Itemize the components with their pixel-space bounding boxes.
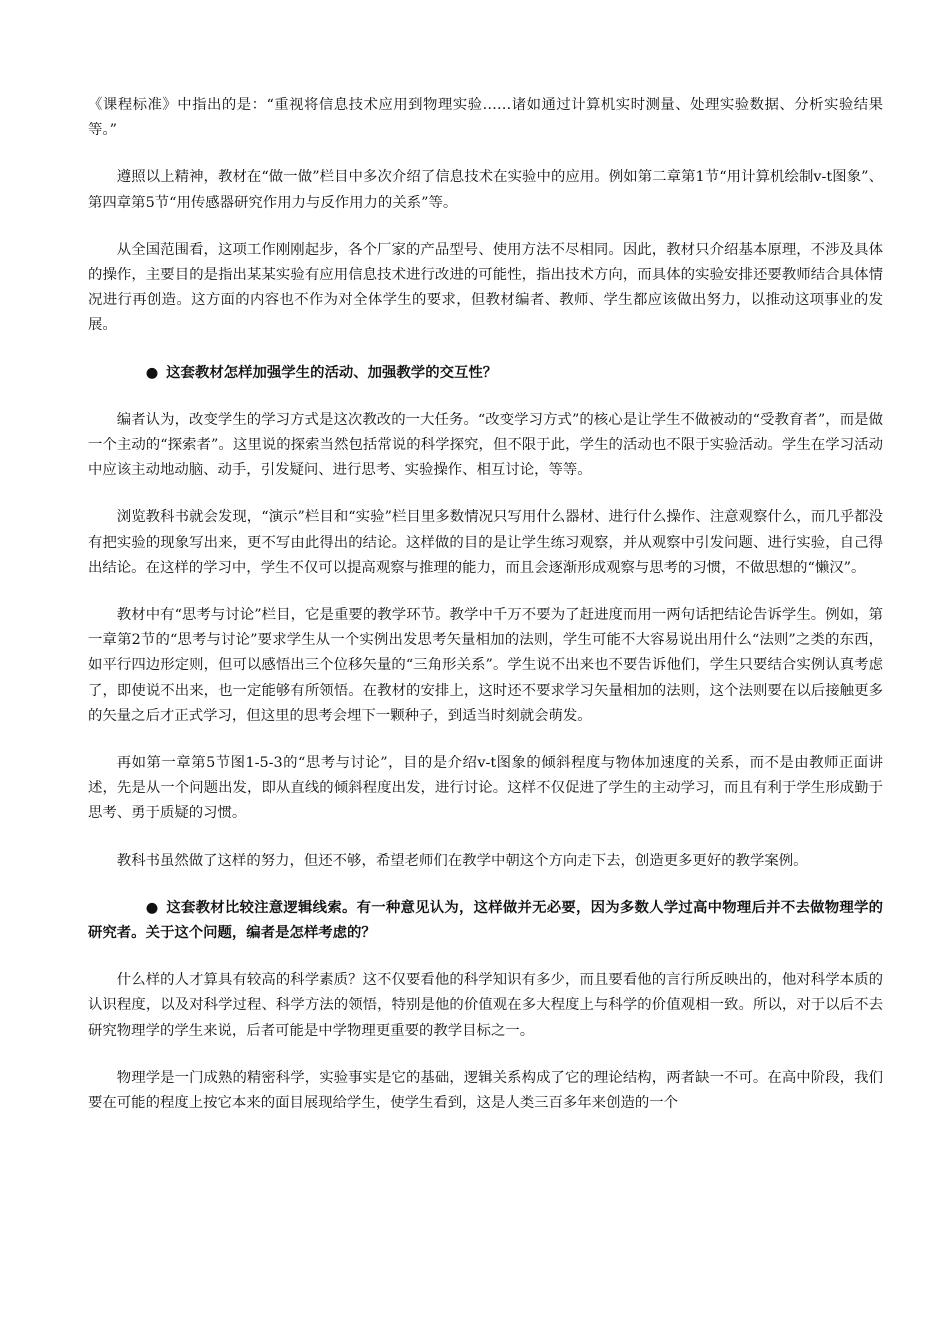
paragraph-demo-experiment-columns: 浏览教科书就会发现，“演示”栏目和“实验”栏目里多数情况只写用什么器材、进行什么操作、注意观察什么，而几乎都没有把实验的现象写出来，更不写由此得出的结论。这样做的目的是让学生练习观察，并从观察中引发问题、进行实验，自己得出结论。在这样的学习中，学生不仅可以提高观察与推理的能力，而且会逐渐形成观察与思考的习惯，不做思想的“懒汉”。: [88, 509, 883, 576]
bullet-icon: ●: [145, 364, 159, 381]
paragraph-info-tech-examples: 遵照以上精神，教材在“做一做”栏目中多次介绍了信息技术在实验中的应用。例如第二章第1节“用计算机绘制v-t图象”、第四章第5节“用传感器研究作用力与反作用力的关系”等。: [88, 169, 883, 211]
section-heading-student-activities: [88, 361, 883, 386]
section-heading-text: 这套教材比较注意逻辑线索。有一种意见认为，这样做并无必要，因为多数人学过高中物理后并不去做物理学的研究者。关于这个问题，编者是怎样考虑的？: [88, 899, 883, 942]
section-heading-text: 这套教材怎样加强学生的活动、加强教学的交互性？: [166, 364, 498, 381]
document-body: [88, 93, 883, 1138]
bullet-icon: ●: [145, 899, 159, 916]
paragraph-learning-style: 编者认为，改变学生的学习方式是这次教改的一大任务。“改变学习方式”的核心是让学生不做被动的“受教育者”，而是做一个主动的“探索者”。这里说的探索当然包括常说的科学探究，但不限于此，学生的活动也不限于实验活动。学生在学习活动中应该主动地动脑、动手，引发疑问、进行思考、实验操作、相互讨论，等等。: [88, 411, 883, 479]
paragraph-curriculum-standard-quote: 《课程标准》中指出的是：“重视将信息技术应用到物理实验……诸如通过计算机实时测量、处理实验数据、分析实验结果等。”: [88, 97, 883, 139]
paragraph-national-scope: 从全国范围看，这项工作刚刚起步，各个厂家的产品型号、使用方法不尽相同。因此，教材只介绍基本原理，不涉及具体的操作，主要目的是指出某某实验有应用信息技术进行改进的可能性，指出技术方向，而具体的实验安排还要教师结合具体情况进行再创造。这方面的内容也不作为对全体学生的要求，但教材编者、教师、学生都应该做出努力，以推动这项事业的发展。: [88, 241, 883, 334]
section-heading-logical-thread: [88, 896, 883, 946]
paragraph-scientific-literacy: 什么样的人才算具有较高的科学素质？这不仅要看他的科学知识有多少，而且要看他的言行所反映出的，他对科学本质的认识程度，以及对科学过程、科学方法的领悟，特别是他的价值观在多大程度上与科学的价值观相一致。所以，对于以后不去研究物理学的学生来说，后者可能是中学物理更重要的教学目标之一。: [88, 972, 883, 1039]
paragraph-think-and-discuss: 教材中有“思考与讨论”栏目，它是重要的教学环节。教学中千万不要为了赶进度而用一两句话把结论告诉学生。例如，第一章第2节的“思考与讨论”要求学生从一个实例出发思考矢量相加的法则，学生可能不大容易说出用什么“法则”之类的东西，如平行四边形定则，但可以感悟出三个位移矢量的“三角形关系”。学生说不出来也不要告诉他们，学生只要结合实例认真考虑了，即使说不出来，也一定能够有所领悟。在教材的安排上，这时还不要求学习矢量相加的法则，这个法则要在以后接触更多的矢量之后才正式学习，但这里的思考会埋下一颗种子，到适当时刻就会萌发。: [88, 607, 883, 724]
paragraph-teacher-encouragement: 教科书虽然做了这样的努力，但还不够，希望老师们在教学中朝这个方向走下去，创造更多更好的教学案例。: [116, 852, 808, 869]
paragraph-vt-graph-example: 再如第一章第5节图1-5-3的“思考与讨论”，目的是介绍v-t图象的倾斜程度与物体加速度的关系，而不是由教师正面讲述，先是从一个问题出发，即从直线的倾斜程度出发，进行讨论。这样不仅促进了学生的主动学习，而且有利于学生形成勤于思考、勇于质疑的习惯。: [88, 755, 883, 822]
paragraph-physics-precise-science: 物理学是一门成熟的精密科学，实验事实是它的基础，逻辑关系构成了它的理论结构，两者缺一不可。在高中阶段，我们要在可能的程度上按它本来的面目展现给学生，使学生看到，这是人类三百多年来创造的一个: [88, 1069, 883, 1112]
